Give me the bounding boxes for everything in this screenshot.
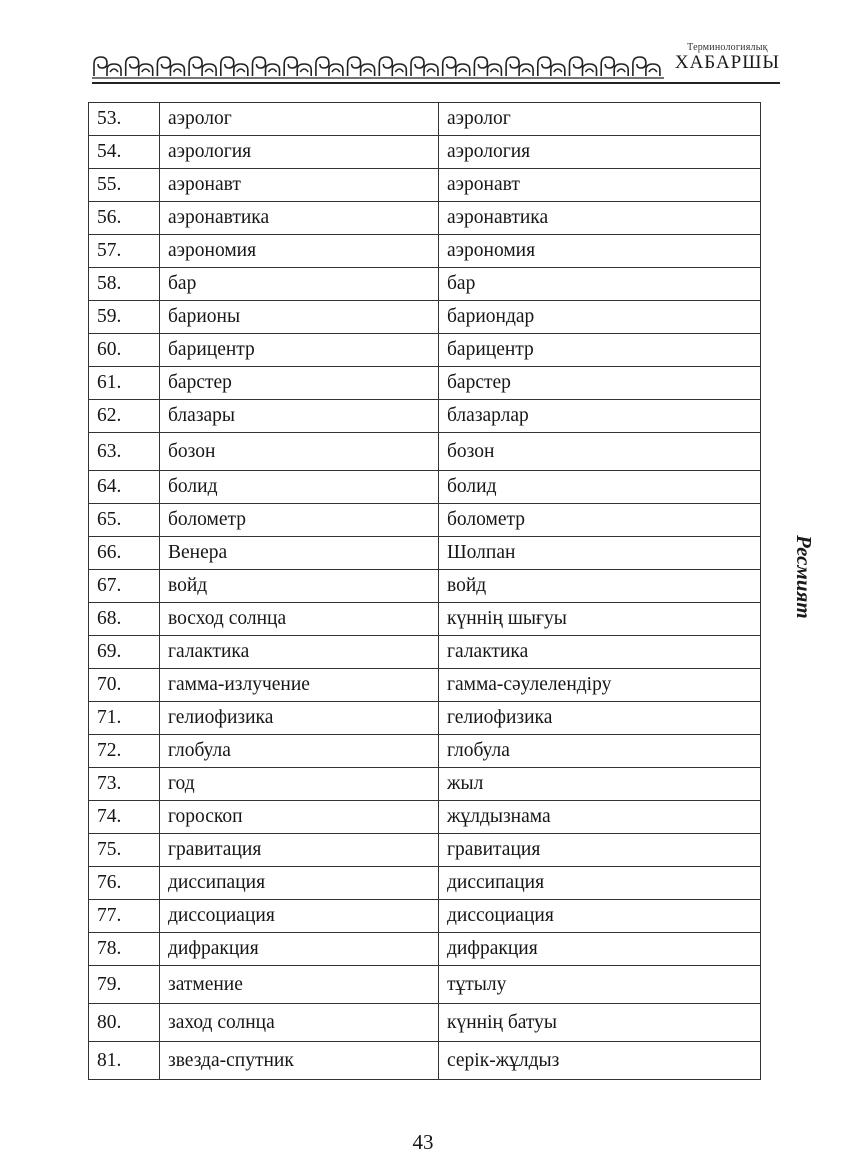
term-kazakh: диссипация bbox=[439, 867, 761, 900]
table-row bbox=[89, 235, 761, 268]
table-row bbox=[89, 933, 761, 966]
term-kazakh: аэролог bbox=[439, 103, 761, 136]
table-row bbox=[89, 169, 761, 202]
term-number: 62. bbox=[89, 400, 160, 433]
table-row bbox=[89, 834, 761, 867]
ornament-border-icon bbox=[92, 52, 664, 80]
ornament-motif bbox=[94, 57, 121, 76]
table-row bbox=[89, 136, 761, 169]
term-russian: дифракция bbox=[160, 933, 439, 966]
term-number: 68. bbox=[89, 603, 160, 636]
term-russian: гороскоп bbox=[160, 801, 439, 834]
term-russian: гамма-излучение bbox=[160, 669, 439, 702]
terminology-table bbox=[88, 102, 761, 1080]
table-row bbox=[89, 768, 761, 801]
term-kazakh: гамма-сәулелендіру bbox=[439, 669, 761, 702]
term-kazakh: дифракция bbox=[439, 933, 761, 966]
ornament-motif bbox=[379, 57, 406, 76]
term-kazakh: бариондар bbox=[439, 301, 761, 334]
term-kazakh: гравитация bbox=[439, 834, 761, 867]
term-russian: аэрология bbox=[160, 136, 439, 169]
table-row bbox=[89, 103, 761, 136]
term-kazakh: Шолпан bbox=[439, 537, 761, 570]
term-number: 58. bbox=[89, 268, 160, 301]
term-number: 74. bbox=[89, 801, 160, 834]
term-kazakh: барицентр bbox=[439, 334, 761, 367]
term-kazakh: глобула bbox=[439, 735, 761, 768]
term-kazakh: болид bbox=[439, 471, 761, 504]
term-number: 65. bbox=[89, 504, 160, 537]
term-russian: диссипация bbox=[160, 867, 439, 900]
table-row bbox=[89, 702, 761, 735]
term-kazakh: серік-жұлдыз bbox=[439, 1042, 761, 1080]
term-russian: аэрономия bbox=[160, 235, 439, 268]
term-number: 59. bbox=[89, 301, 160, 334]
term-russian: заход солнца bbox=[160, 1004, 439, 1042]
page-number: 43 bbox=[412, 1130, 434, 1154]
term-kazakh: диссоциация bbox=[439, 900, 761, 933]
table-row bbox=[89, 433, 761, 471]
term-russian: барстер bbox=[160, 367, 439, 400]
journal-subtitle: Терминологиялық bbox=[687, 42, 768, 53]
term-kazakh: галактика bbox=[439, 636, 761, 669]
term-russian: бозон bbox=[160, 433, 439, 471]
ornament-motif bbox=[570, 57, 597, 76]
table-row bbox=[89, 334, 761, 367]
header-rule bbox=[92, 82, 780, 84]
table-row bbox=[89, 603, 761, 636]
ornament-motif bbox=[284, 57, 311, 76]
ornament-motif bbox=[601, 57, 628, 76]
term-number: 70. bbox=[89, 669, 160, 702]
ornament-motif bbox=[316, 57, 343, 76]
term-kazakh: войд bbox=[439, 570, 761, 603]
table-row bbox=[89, 268, 761, 301]
term-kazakh: блазарлар bbox=[439, 400, 761, 433]
table-row bbox=[89, 900, 761, 933]
term-number: 57. bbox=[89, 235, 160, 268]
table-row bbox=[89, 537, 761, 570]
term-number: 66. bbox=[89, 537, 160, 570]
journal-title: ХАБАРШЫ bbox=[674, 52, 780, 73]
table-row bbox=[89, 367, 761, 400]
table-row bbox=[89, 801, 761, 834]
term-kazakh: барстер bbox=[439, 367, 761, 400]
ornament-motif bbox=[348, 57, 375, 76]
term-russian: барицентр bbox=[160, 334, 439, 367]
term-russian: аэронавтика bbox=[160, 202, 439, 235]
term-number: 67. bbox=[89, 570, 160, 603]
ornament-motif bbox=[157, 57, 184, 76]
table-row bbox=[89, 1042, 761, 1080]
term-number: 76. bbox=[89, 867, 160, 900]
table-row bbox=[89, 400, 761, 433]
term-kazakh: аэрономия bbox=[439, 235, 761, 268]
table-row bbox=[89, 301, 761, 334]
term-russian: барионы bbox=[160, 301, 439, 334]
term-russian: Венера bbox=[160, 537, 439, 570]
term-russian: глобула bbox=[160, 735, 439, 768]
term-russian: гравитация bbox=[160, 834, 439, 867]
term-russian: болометр bbox=[160, 504, 439, 537]
term-number: 80. bbox=[89, 1004, 160, 1042]
term-kazakh: тұтылу bbox=[439, 966, 761, 1004]
term-number: 79. bbox=[89, 966, 160, 1004]
ornament-motif bbox=[411, 57, 438, 76]
table-row bbox=[89, 1004, 761, 1042]
term-number: 60. bbox=[89, 334, 160, 367]
term-kazakh: аэрология bbox=[439, 136, 761, 169]
term-russian: войд bbox=[160, 570, 439, 603]
term-kazakh: бозон bbox=[439, 433, 761, 471]
term-number: 56. bbox=[89, 202, 160, 235]
terminology-table-body bbox=[89, 103, 761, 1080]
term-number: 78. bbox=[89, 933, 160, 966]
table-row bbox=[89, 867, 761, 900]
term-number: 53. bbox=[89, 103, 160, 136]
table-row bbox=[89, 966, 761, 1004]
term-kazakh: жұлдызнама bbox=[439, 801, 761, 834]
ornament-motif bbox=[633, 57, 660, 76]
ornament-motif bbox=[474, 57, 501, 76]
term-number: 72. bbox=[89, 735, 160, 768]
term-russian: аэролог bbox=[160, 103, 439, 136]
table-row bbox=[89, 504, 761, 537]
term-number: 71. bbox=[89, 702, 160, 735]
term-number: 75. bbox=[89, 834, 160, 867]
term-number: 54. bbox=[89, 136, 160, 169]
table-row bbox=[89, 669, 761, 702]
term-kazakh: аэронавт bbox=[439, 169, 761, 202]
table-row bbox=[89, 202, 761, 235]
term-russian: блазары bbox=[160, 400, 439, 433]
term-kazakh: аэронавтика bbox=[439, 202, 761, 235]
term-kazakh: гелиофизика bbox=[439, 702, 761, 735]
term-russian: диссоциация bbox=[160, 900, 439, 933]
term-kazakh: күннің шығуы bbox=[439, 603, 761, 636]
term-russian: болид bbox=[160, 471, 439, 504]
ornament-motif bbox=[506, 57, 533, 76]
ornament-motif bbox=[253, 57, 280, 76]
term-number: 63. bbox=[89, 433, 160, 471]
term-number: 77. bbox=[89, 900, 160, 933]
ornament-motif bbox=[443, 57, 470, 76]
table-row bbox=[89, 735, 761, 768]
term-kazakh: күннің батуы bbox=[439, 1004, 761, 1042]
term-kazakh: бар bbox=[439, 268, 761, 301]
table-row bbox=[89, 570, 761, 603]
term-number: 73. bbox=[89, 768, 160, 801]
page-header bbox=[92, 42, 780, 84]
term-russian: год bbox=[160, 768, 439, 801]
term-russian: галактика bbox=[160, 636, 439, 669]
term-number: 61. bbox=[89, 367, 160, 400]
term-kazakh: болометр bbox=[439, 504, 761, 537]
term-number: 81. bbox=[89, 1042, 160, 1080]
ornament-motif bbox=[221, 57, 248, 76]
term-russian: гелиофизика bbox=[160, 702, 439, 735]
table-row bbox=[89, 471, 761, 504]
term-number: 55. bbox=[89, 169, 160, 202]
ornament-motif bbox=[189, 57, 216, 76]
ornament-motif bbox=[538, 57, 565, 76]
table-row bbox=[89, 636, 761, 669]
term-number: 64. bbox=[89, 471, 160, 504]
term-kazakh: жыл bbox=[439, 768, 761, 801]
term-russian: восход солнца bbox=[160, 603, 439, 636]
term-russian: бар bbox=[160, 268, 439, 301]
section-side-label: Ресмият bbox=[792, 535, 816, 619]
ornament-motif bbox=[126, 57, 153, 76]
term-russian: аэронавт bbox=[160, 169, 439, 202]
term-russian: звезда-спутник bbox=[160, 1042, 439, 1080]
journal-masthead bbox=[675, 42, 780, 74]
term-russian: затмение bbox=[160, 966, 439, 1004]
term-number: 69. bbox=[89, 636, 160, 669]
